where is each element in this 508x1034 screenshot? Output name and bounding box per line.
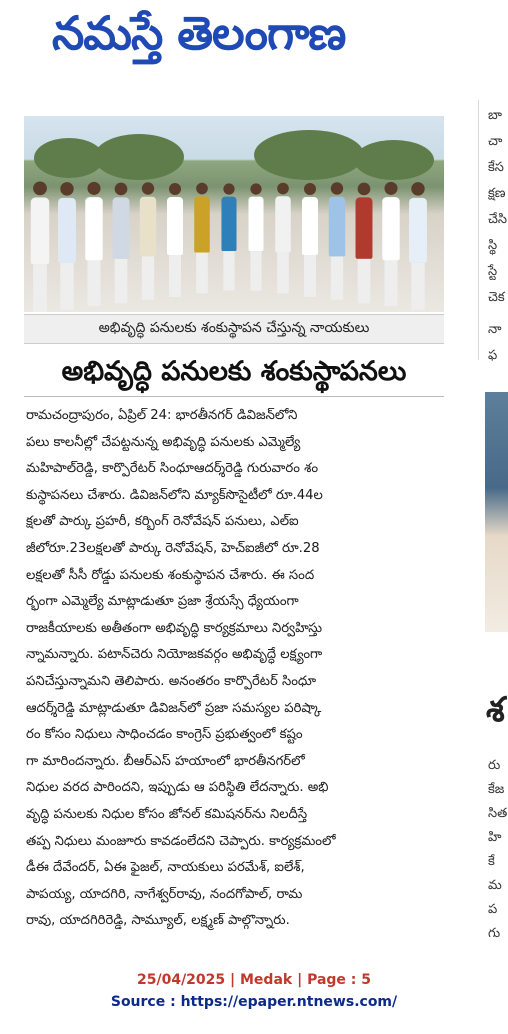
article-line: నిధుల వరద పారిందని, ఇప్పుడు ఆ పరిస్థితి లేదన్నారు. అభి (26, 780, 329, 796)
article-line: రావు, యాదగిరిరెడ్డి, సామ్యూల్, లక్ష్మణ్ పాల్గొన్నారు. (26, 913, 290, 929)
person-figure (329, 182, 345, 299)
person-figure (275, 183, 291, 294)
person-figure (58, 182, 76, 310)
headline-divider (24, 396, 444, 397)
adjacent-text-fragment: కే (488, 854, 495, 869)
person-figure (194, 183, 210, 294)
column-divider (478, 100, 479, 360)
article-line: మహిపాల్‌రెడ్డి, కార్పొరేటర్ సింధూఆదర్శ్‌రెడ్డి గురువారం శం (26, 461, 319, 477)
person-figure (356, 182, 373, 303)
newspaper-logo: నమస్తే తెలంగాణ (52, 6, 346, 60)
adjacent-text-fragment: రు (488, 758, 501, 773)
article-line: న్నామన్నారు. పటాన్‌చెరు నియోజకవర్గం అభివృద్ధే లక్ష్యంగా (26, 647, 323, 663)
person-figure (302, 183, 318, 297)
news-photo (24, 116, 444, 312)
person-figure (221, 183, 236, 290)
adjacent-text-fragment: చా (488, 134, 503, 149)
adjacent-text-fragment: ప (488, 902, 498, 917)
adjacent-headline-fragment: శ (486, 690, 505, 730)
person-figure (167, 183, 183, 297)
adjacent-text-fragment: నా (488, 322, 502, 337)
article-headline: అభివృద్ధి పనులకు శంకుస్థాపనలు (61, 356, 407, 387)
article-line: తప్ప నిధులు మంజూరు కావడంలేదని చెప్పారు. కార్యక్రమంలో (26, 833, 336, 849)
person-figure (113, 182, 130, 303)
adjacent-text-fragment: సిత (488, 806, 508, 821)
article-line: పలు కాలనీల్లో చేపట్టనున్న అభివృద్ధి పనులకు ఎమ్మెల్యే (26, 434, 301, 450)
photo-caption-bar (24, 314, 444, 344)
adjacent-text-fragment: స్టే (488, 264, 498, 279)
person-figure (31, 181, 49, 312)
article-line: రామచంద్రాపురం, ఏప్రిల్ 24: భారతీనగర్ డివిజన్‌లోని (26, 408, 298, 423)
person-figure (382, 182, 399, 306)
adjacent-text-fragment: కేస (488, 160, 504, 175)
article-line: క్షలతో పార్కు ప్రహరీ, కర్బింగ్ రెనోవేషన్ పనులు, ఎల్ఐ (26, 514, 299, 530)
adjacent-text-fragment: చేసి (488, 212, 508, 227)
photo-caption: అభివృద్ధి పనులకు శంకుస్థాపన చేస్తున్న నాయకులు (98, 320, 370, 336)
article-line: రాజకీయాలకు అతీతంగా అభివృద్ధి కార్యక్రమాలు నిర్వహిస్తు (26, 620, 323, 636)
adjacent-text-fragment: చెక (488, 290, 505, 305)
footer-source: Source : https://epaper.ntnews.com/ (110, 994, 398, 1010)
adjacent-text-fragment: గు (488, 926, 501, 941)
adjacent-text-fragment: కేజ (488, 782, 505, 797)
person-figure (248, 183, 263, 290)
adjacent-text-fragment: ఫ (488, 348, 498, 363)
adjacent-text-fragment: మ (488, 878, 502, 893)
adjacent-text-fragment: హి (488, 830, 502, 845)
adjacent-photo (485, 392, 508, 632)
article-line: పనిచేస్తున్నామని తెలిపారు. అనంతరం కార్పొరేటర్ సింధూ (26, 673, 317, 689)
masthead (0, 0, 508, 80)
article-line: డీఈ దేవేందర్, ఏఈ ఫైజల్, నాయకులు పరమేశ్, ఐలేశ్, (26, 860, 305, 876)
person-figure (85, 182, 102, 306)
person-figure (409, 182, 427, 310)
article-line: లక్షలతో సీసీ రోడ్డు పనులకు శంకుస్థాపన చేశారు. ఈ సంద (26, 567, 315, 583)
article-line: పాపయ్య, యాదగిరి, నాగేశ్వర్‌రావు, నందగోపాల్, రామ (26, 886, 303, 902)
article-line: వృద్ధి పనులకు నిధుల కోసం జోనల్ కమిషనర్‌ను నిలదీస్తే (26, 806, 308, 822)
adjacent-text-fragment: స్థి (488, 238, 498, 253)
article-line: జీలోరూ.23లక్షలతో పార్కు రెనోవేషన్, హెచ్ఐజీలో రూ.28 (26, 540, 320, 556)
adjacent-text-fragment: క్షణ (488, 186, 506, 201)
article-line: రం కోసం నిధులు సాధించడం కాంగ్రెస్ ప్రభుత్వంలో కష్టం (26, 727, 303, 743)
article-line: ర్భంగా ఎమ్మెల్యే మాట్లాడుతూ ప్రజా శ్రేయస్సే ధ్యేయంగా (26, 594, 299, 610)
article-line: ఆదర్శ్‌రెడ్డి మాట్లాడుతూ డివిజన్‌లో ప్రజా సమస్యల పరిష్కా (26, 700, 322, 716)
article-line: కుస్థాపనలు చేశారు. డివిజన్‌లోని మ్యాక్‌సొసైటీలో రూ.44ల (26, 487, 323, 503)
article-body (26, 403, 444, 935)
article-line: గా మారిందన్నారు. బీఆర్ఎస్ హయాంలో భారతీనగర్‌లో (26, 753, 305, 769)
adjacent-text-fragment: బా (488, 108, 502, 123)
footer-date-edition: 25/04/2025 | Medak | Page : 5 (136, 972, 372, 988)
person-figure (140, 182, 156, 299)
